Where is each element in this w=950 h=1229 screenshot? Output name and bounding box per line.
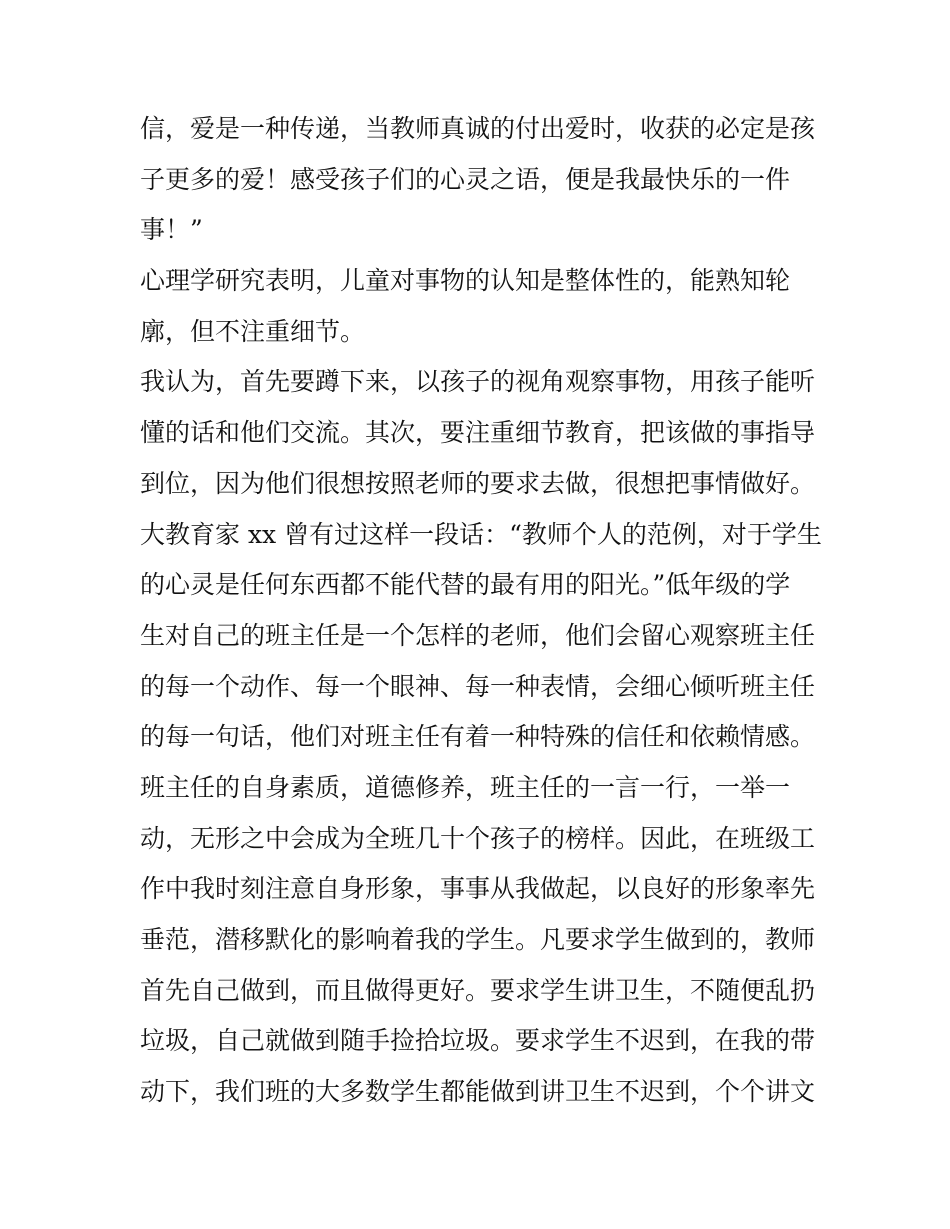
text-line: 班主任的自身素质，道德修养，班主任的一言一行，一举一 <box>140 772 791 802</box>
text-line: 心理学研究表明，儿童对事物的认知是整体性的，能熟知轮 <box>140 266 791 296</box>
text-line: 垂范，潜移默化的影响着我的学生。凡要求学生做到的，教师 <box>140 925 816 954</box>
text-line: 廓，但不注重细节。 <box>140 316 366 346</box>
text-line: 子更多的爱！感受孩子们的心灵之语，便是我最快乐的一件 <box>140 164 791 194</box>
text-line: 到位，因为他们很想按照老师的要求去做，很想把事情做好。 <box>140 468 816 498</box>
text-line: 作中我时刻注意自身形象，事事从我做起，以良好的形象率先 <box>140 874 816 904</box>
text-line: 信，爱是一种传递，当教师真诚的付出爱时，收获的必定是孩 <box>140 114 816 143</box>
text-line: 大教育家 xx 曾有过这样一段话：“教师个人的范例，对于学生 <box>140 519 822 549</box>
text-line: 首先自己做到，而且做得更好。要求学生讲卫生，不随便乱扔 <box>140 975 816 1005</box>
text-line: 动下，我们班的大多数学生都能做到讲卫生不迟到，个个讲文 <box>140 1077 816 1107</box>
text-line: 的每一句话，他们对班主任有着一种特殊的信任和依赖情感。 <box>140 722 816 752</box>
text-line: 的每一个动作、每一个眼神、每一种表情，会细心倾听班主任 <box>140 671 816 701</box>
text-line: 动，无形之中会成为全班几十个孩子的榜样。因此，在班级工 <box>140 823 816 853</box>
text-line: 的心灵是任何东西都不能代替的最有用的阳光。”低年级的学 <box>140 570 791 600</box>
body-text <box>140 104 830 1118</box>
text-line: 事！” <box>140 215 203 245</box>
text-line: 我认为，首先要蹲下来，以孩子的视角观察事物，用孩子能听 <box>140 367 816 397</box>
text-line: 生对自己的班主任是一个怎样的老师，他们会留心观察班主任 <box>140 620 816 650</box>
text-line: 垃圾，自己就做到随手捡拾垃圾。要求学生不迟到，在我的带 <box>140 1026 816 1056</box>
text-line: 懂的话和他们交流。其次，要注重细节教育，把该做的事指导 <box>140 418 816 448</box>
